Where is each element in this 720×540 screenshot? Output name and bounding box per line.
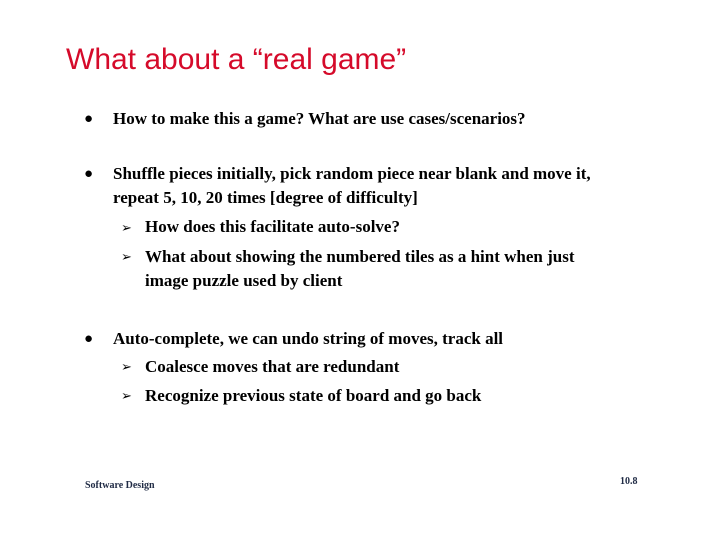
footer-course-name: Software Design [85,480,155,491]
bullet-icon: ● [84,166,94,182]
footer-slide-number: 10.8 [620,476,638,487]
arrow-bullet-icon: ➢ [121,249,132,264]
sub-bullet-text-2-2: What about showing the numbered tiles as a hint when just image puzzle used by client [145,247,575,290]
sub-bullet-text-2-1: How does this facilitate auto-solve? [145,217,400,236]
slide-title: What about a “real game” [66,43,407,76]
arrow-bullet-icon: ➢ [121,359,132,374]
bullet-text-3: Auto-complete, we can undo string of moves, track all [113,329,504,348]
sub-bullet-text-3-2: Recognize previous state of board and go back [145,386,482,405]
bullet-text-1: How to make this a game? What are use cases/scenarios? [113,109,526,128]
bullet-icon: ● [84,111,94,127]
arrow-bullet-icon: ➢ [121,388,132,403]
bullet-text-2: Shuffle pieces initially, pick random piece near blank and move it, repeat 5, 10, 20 times [degree of difficulty] [113,164,591,207]
sub-bullet-text-3-1: Coalesce moves that are redundant [145,357,400,376]
arrow-bullet-icon: ➢ [121,220,132,235]
bullet-icon: ● [84,331,94,347]
